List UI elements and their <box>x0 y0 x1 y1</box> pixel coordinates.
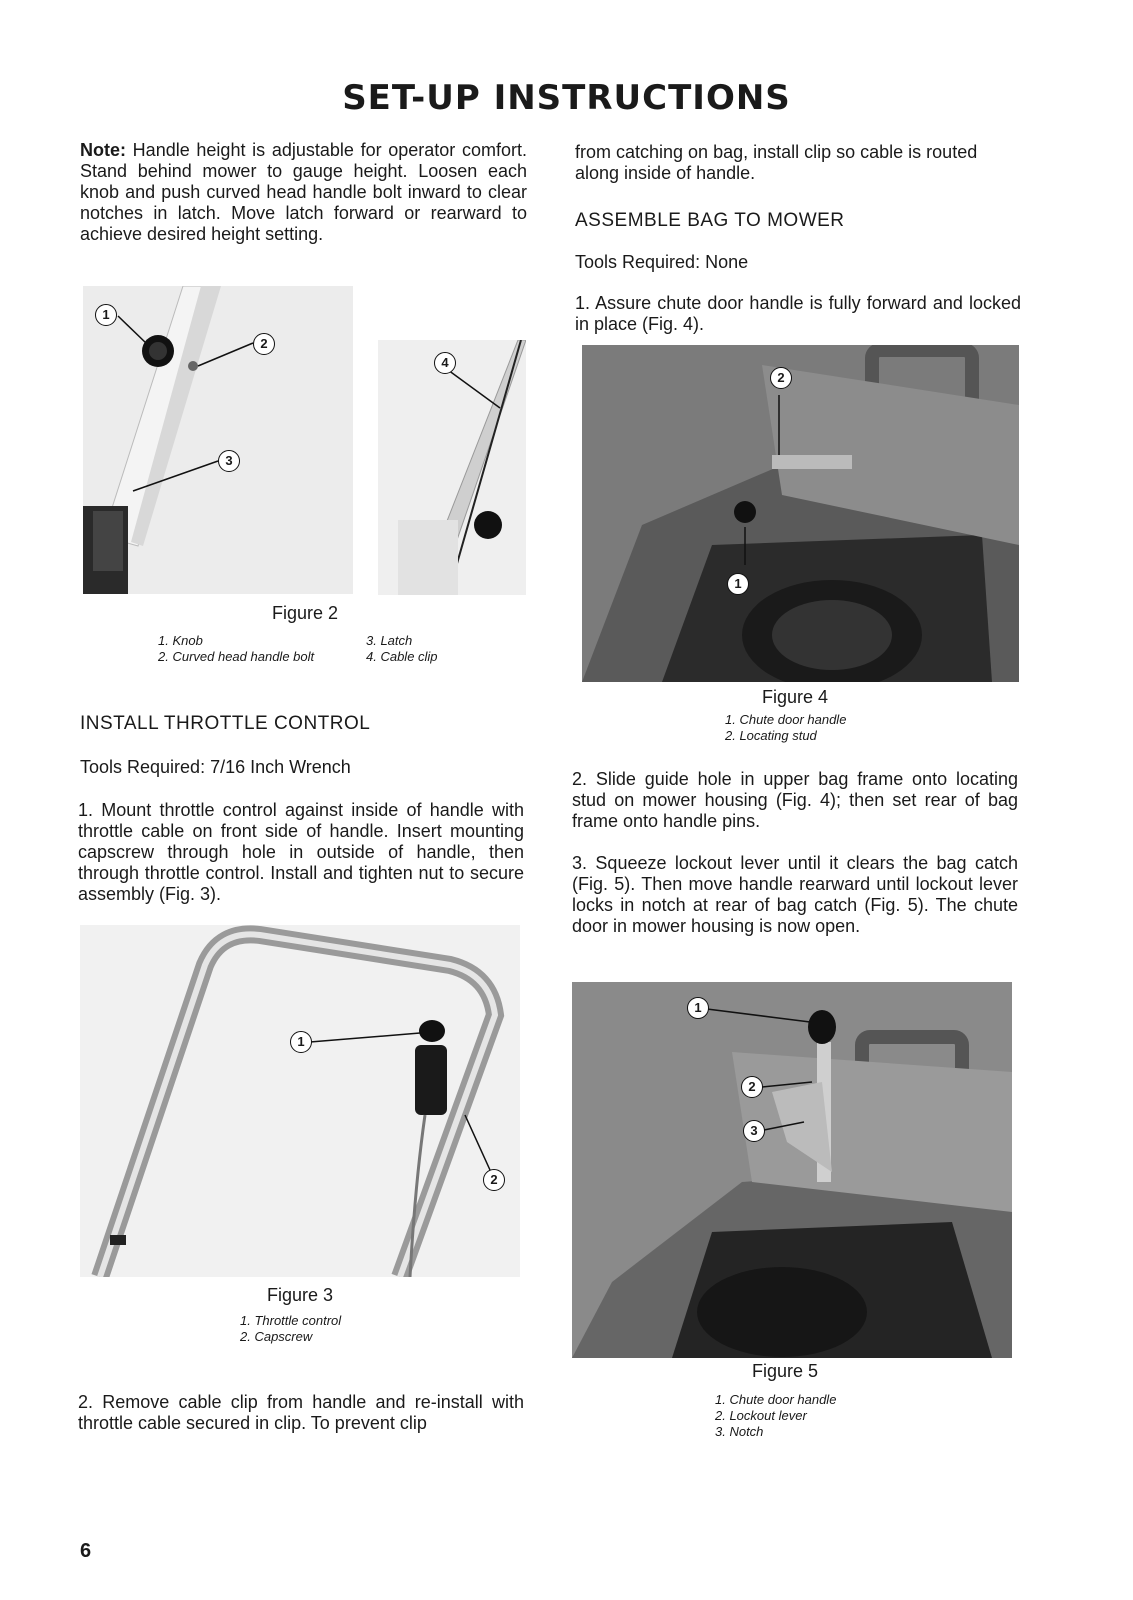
figure-5-legend <box>715 1392 836 1440</box>
fig2-callout-4: 4 <box>434 352 456 374</box>
figure-4-photo <box>582 345 1019 682</box>
legend-item: 2. Locating stud <box>725 728 817 743</box>
page-number: 6 <box>80 1540 92 1562</box>
fig5-callout-2: 2 <box>741 1076 763 1098</box>
fig4-callout-2: 2 <box>770 367 792 389</box>
chute-door-illustration <box>582 345 1019 682</box>
fig2-callout-2: 2 <box>253 333 275 355</box>
fig5-callout-1: 1 <box>687 997 709 1019</box>
figure-2-legend-right <box>366 633 438 665</box>
note-label: Note: <box>80 140 126 160</box>
throttle-handle-illustration <box>80 925 520 1277</box>
figure-4-caption: Figure 4 <box>761 687 829 707</box>
legend-item: 2. Curved head handle bolt <box>158 649 315 664</box>
throttle-heading: INSTALL THROTTLE CONTROL <box>80 713 371 734</box>
figure-2-photo-left <box>83 286 353 594</box>
cable-clip-illustration <box>378 340 526 595</box>
figure-2-legend-left <box>158 633 314 665</box>
legend-item: 1. Chute door handle <box>725 712 847 727</box>
legend-item: 3. Notch <box>715 1424 764 1439</box>
fig4-callout-1: 1 <box>727 573 749 595</box>
fig3-callout-1: 1 <box>290 1031 312 1053</box>
legend-item: 3. Latch <box>366 633 413 648</box>
legend-item: 1. Chute door handle <box>715 1392 837 1407</box>
bag-step-1: 1. Assure chute door handle is fully forward and locked in place (Fig. 4). <box>575 293 1021 334</box>
figure-4-legend <box>725 712 846 744</box>
throttle-step-1: 1. Mount throttle control against inside of handle with throttle cable on front side of handle. Insert mounting capscrew through hole in outside of handle, then through throttle control. Install and tighten nut to secure assembly (Fig. 3). <box>78 800 524 904</box>
legend-item: 2. Lockout lever <box>715 1408 807 1423</box>
figure-3-legend <box>240 1313 341 1345</box>
page-title: SET-UP INSTRUCTIONS <box>342 78 791 118</box>
legend-item: 2. Capscrew <box>240 1329 313 1344</box>
fig2-callout-3: 3 <box>218 450 240 472</box>
bag-tools: Tools Required: None <box>575 252 749 272</box>
lockout-lever-illustration <box>572 982 1012 1358</box>
bag-heading: ASSEMBLE BAG TO MOWER <box>575 210 845 231</box>
throttle-tools: Tools Required: 7/16 Inch Wrench <box>80 757 351 777</box>
fig5-callout-3: 3 <box>743 1120 765 1142</box>
figure-3-photo <box>80 925 520 1277</box>
figure-5-photo <box>572 982 1012 1358</box>
handle-knob-illustration <box>83 286 353 594</box>
legend-item: 1. Throttle control <box>240 1313 342 1328</box>
bag-step-2: 2. Slide guide hole in upper bag frame onto locating stud on mower housing (Fig. 4); then set rear of bag frame onto handle pins. <box>572 769 1018 831</box>
figure-5-caption: Figure 5 <box>751 1361 819 1381</box>
continued-paragraph: from catching on bag, install clip so cable is routed along inside of handle. <box>575 142 978 183</box>
figure-2-caption: Figure 2 <box>271 603 339 623</box>
bag-step-3: 3. Squeeze lockout lever until it clears the bag catch (Fig. 5). Then move handle rearward until lockout lever locks in notch at rear of bag catch (Fig. 5). The chute door in mower housing is now open. <box>572 853 1018 936</box>
legend-item: 1. Knob <box>158 633 203 648</box>
note-text: Handle height is adjustable for operator comfort. Stand behind mower to gauge height. Loosen each knob and push curved head handle bolt inward to clear notches in latch. Move latch forward or rearward to achieve desired height setting. <box>80 140 527 244</box>
note-paragraph <box>80 140 527 245</box>
fig3-callout-2: 2 <box>483 1169 505 1191</box>
figure-2-photo-right <box>378 340 526 595</box>
legend-item: 4. Cable clip <box>366 649 438 664</box>
throttle-step-2: 2. Remove cable clip from handle and re-install with throttle cable secured in clip. To prevent clip <box>78 1392 524 1433</box>
fig2-callout-1: 1 <box>95 304 117 326</box>
figure-3-caption: Figure 3 <box>266 1285 334 1305</box>
